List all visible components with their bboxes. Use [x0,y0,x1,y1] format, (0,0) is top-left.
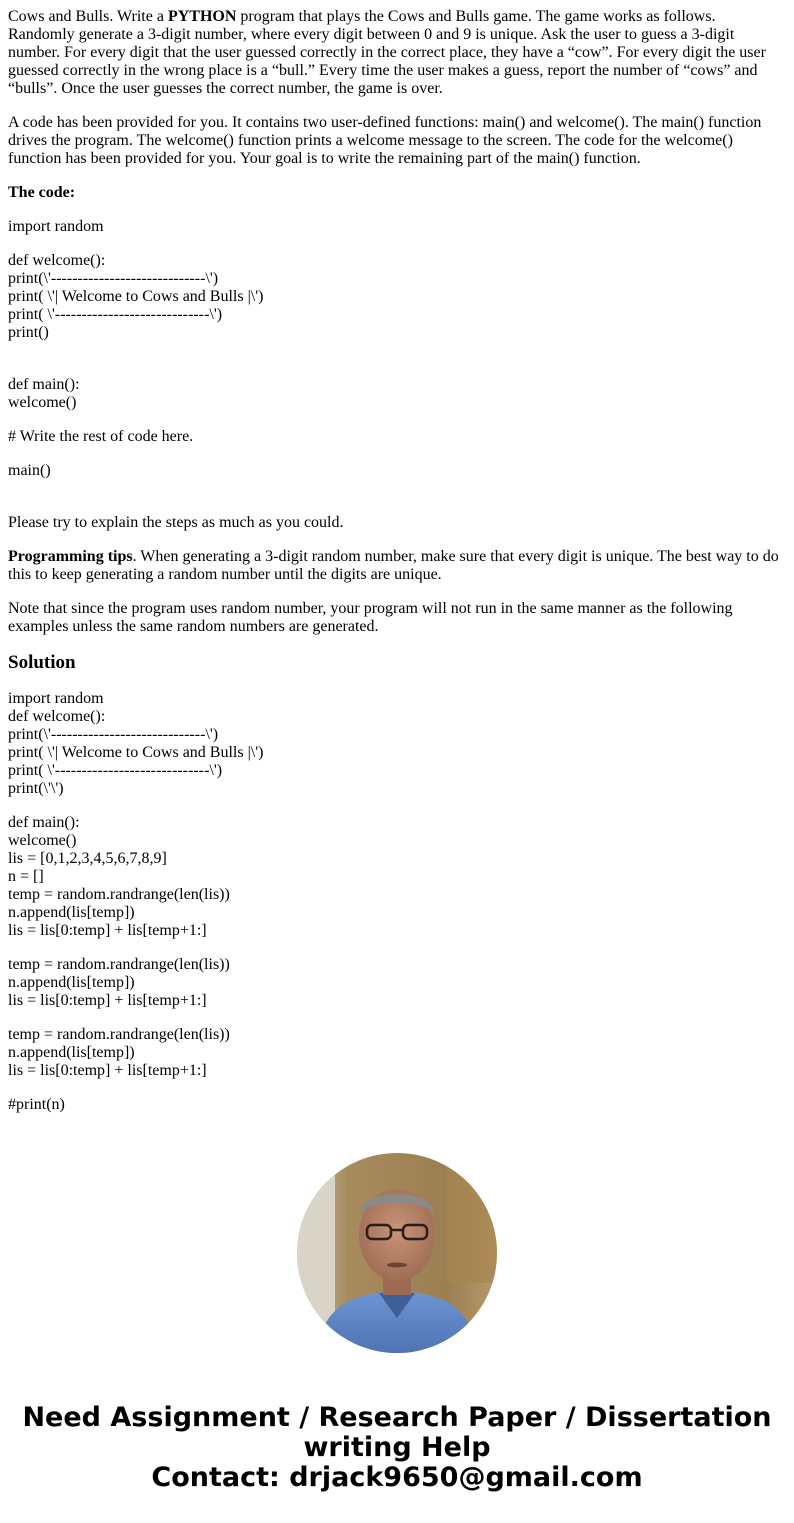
code-line: n.append(lis[temp]) [8,974,135,991]
code-line: n = [] [8,868,44,885]
solution-block-main [8,814,786,940]
code-description-paragraph: A code has been provided for you. It contains two user-defined functions: main() and welcome(). The main() function drives the program. The welcome() function prints a welcome message to the screen. The code for the welcome() function has been provided for you. Your goal is to write the remaining part of the main() function. [8,114,762,167]
document-content [8,8,786,1114]
banner-contact-line: Contact: drjack9650@gmail.com [151,1462,643,1493]
spacer [8,342,786,376]
code-line: lis = lis[0:temp] + lis[temp+1:] [8,922,207,939]
solution-block-digit-3 [8,1026,786,1080]
code-line: import random [8,690,104,707]
code-heading [8,184,786,202]
code-line: lis = lis[0:temp] + lis[temp+1:] [8,992,207,1009]
explain-paragraph: Please try to explain the steps as much as you could. [8,514,344,531]
code-line: welcome() [8,394,77,411]
intro-bold-python: PYTHON [167,8,237,25]
given-main-function [8,376,786,412]
solution-block-digit-2 [8,956,786,1010]
banner-line-1: Need Assignment / Research Paper / Dissertation [22,1402,772,1433]
solution-last-line: #print(n) [8,1096,65,1113]
intro-paragraph [8,8,786,98]
spacer [8,412,786,428]
code-line: temp = random.randrange(len(lis)) [8,886,230,903]
intro-text-a: Cows and Bulls. Write a [8,8,168,25]
intro-text-b: program that plays the Cows and Bulls game. The game works as follows. Randomly generate a 3-digit number, where every digit between 0 and 9 is unique. Ask the user to guess a 3-digit number. For every digit that the user guessed correctly in the correct place, they have a “cow”. For every digit the user guessed correctly in the wrong place is a “bull.” Every time the user makes a guess, report the number of “cows” and “bulls”. Once the user guesses the correct number, the game is over. [8,8,766,97]
code-line: print( \'-----------------------------\') [8,762,223,779]
code-line: def welcome(): [8,708,106,725]
spacer [8,1080,786,1096]
spacer [8,798,786,814]
solution-heading: Solution [8,652,76,673]
code-line: n.append(lis[temp]) [8,1044,135,1061]
spacer [8,480,786,514]
code-line: welcome() [8,832,77,849]
code-line: lis = lis[0:temp] + lis[temp+1:] [8,1062,207,1079]
code-line: print( \'| Welcome to Cows and Bulls |\') [8,288,264,305]
spacer [8,940,786,956]
tips-text: . When generating a 3-digit random number, make sure that every digit is unique. The best way to do this to keep generating a random number until the digits are unique. [8,548,779,583]
given-call-line: main() [8,462,51,479]
spacer [8,1010,786,1026]
code-line: print() [8,324,49,341]
note-paragraph: Note that since the program uses random number, your program will not run in the same manner as the following examples unless the same random numbers are generated. [8,600,733,635]
solution-block-welcome [8,690,786,798]
code-line: lis = [0,1,2,3,4,5,6,7,8,9] [8,850,167,867]
code-line: temp = random.randrange(len(lis)) [8,1026,230,1043]
given-import-line: import random [8,218,104,235]
code-heading-text: The code: [8,184,76,201]
tips-bold: Programming tips [8,548,133,565]
contact-banner [0,1403,794,1493]
code-line: print(\'\') [8,780,64,797]
tips-paragraph [8,548,786,584]
code-line: print(\'-----------------------------\') [8,726,219,743]
code-line: print( \'-----------------------------\') [8,306,223,323]
given-welcome-function [8,252,786,342]
given-comment-line: # Write the rest of code here. [8,428,194,445]
banner-line-2: writing Help [303,1432,491,1463]
code-line: def main(): [8,376,80,393]
code-line: def welcome(): [8,252,106,269]
code-line: n.append(lis[temp]) [8,904,135,921]
code-line: def main(): [8,814,80,831]
author-portrait-image [297,1153,497,1353]
author-avatar [297,1153,497,1353]
code-line: print( \'| Welcome to Cows and Bulls |\') [8,744,264,761]
code-line: temp = random.randrange(len(lis)) [8,956,230,973]
code-line: print(\'-----------------------------\') [8,270,219,287]
